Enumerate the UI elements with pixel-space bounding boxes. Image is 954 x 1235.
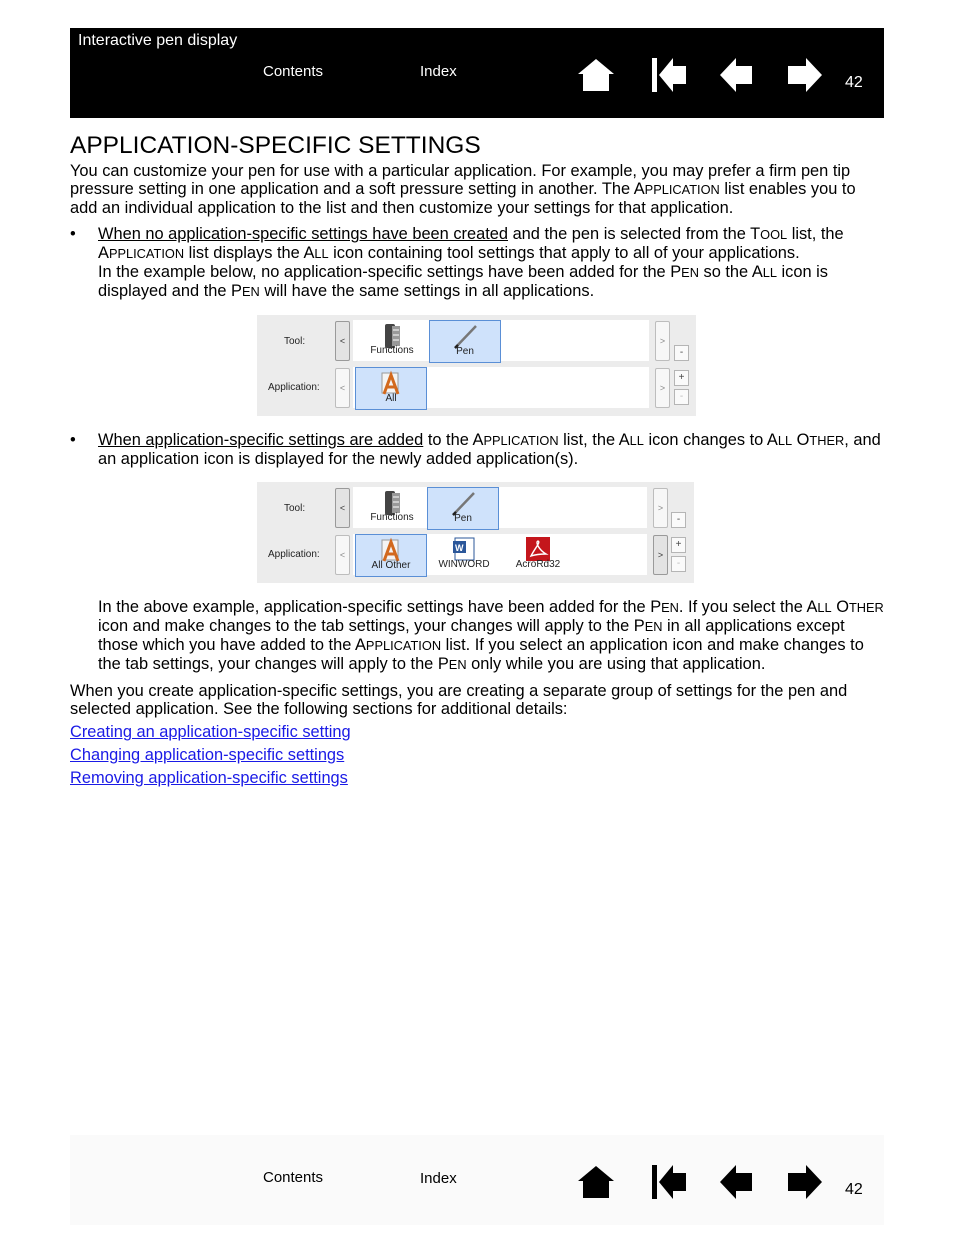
next-page-icon[interactable]: [783, 1162, 825, 1202]
first-page-icon[interactable]: [648, 1162, 690, 1202]
contents-link[interactable]: Contents: [263, 63, 324, 80]
related-links: [70, 723, 884, 787]
app-scroll-right[interactable]: >: [653, 535, 668, 575]
remove-tool-button[interactable]: -: [674, 345, 689, 361]
intro-paragraph: You can customize your pen for use with a particular application. For example, you may prefer a firm pen tip pressure setting in one application and a soft pressure setting in another. The APPLICATION list enables you to add an individual application to the list and then customize your settings for that application.: [70, 162, 856, 217]
home-icon[interactable]: [575, 1162, 617, 1202]
bullet-link-no-settings: When no application-specific settings have been created: [98, 225, 509, 243]
previous-page-icon[interactable]: [717, 1162, 759, 1202]
link-creating-setting[interactable]: Creating an application-specific setting: [70, 723, 351, 741]
page-header: [70, 28, 884, 118]
tool-pen[interactable]: Pen: [429, 320, 501, 363]
main-content: [70, 132, 884, 787]
page-title: APPLICATION-SPECIFIC SETTINGS: [70, 132, 481, 159]
bullet-settings-added: • When application-specific settings are added to the APPLICATION list, the ALL icon changes to ALL OTHER, and an application icon is displayed for the newly added application(s).: [70, 431, 881, 468]
tool-pen[interactable]: Pen: [427, 487, 499, 530]
home-icon[interactable]: [575, 55, 617, 95]
document-title: Interactive pen display: [78, 32, 238, 49]
tool-label: Tool:: [284, 503, 306, 514]
add-application-button[interactable]: +: [671, 537, 686, 553]
contents-link[interactable]: Contents: [263, 1169, 324, 1186]
app-scroll-left[interactable]: <: [335, 535, 350, 575]
link-removing-settings[interactable]: Removing application-specific settings: [70, 769, 348, 787]
tool-functions[interactable]: Functions: [357, 320, 427, 361]
tool-scroll-left[interactable]: <: [335, 488, 350, 528]
app-scroll-right[interactable]: >: [655, 368, 670, 408]
index-link[interactable]: Index: [420, 1170, 457, 1187]
page-footer: [70, 1135, 884, 1225]
application-all[interactable]: All: [355, 367, 427, 410]
previous-page-icon[interactable]: [717, 55, 759, 95]
next-page-icon[interactable]: [783, 55, 825, 95]
svg-text:W: W: [455, 543, 464, 553]
remove-application-button[interactable]: -: [674, 389, 689, 405]
settings-panel-default: [257, 315, 696, 416]
application-winword[interactable]: W WINWORD: [429, 534, 499, 575]
closing-paragraph: When you create application-specific settings, you are creating a separate group of settings for the pen and selected application. See the following sections for additional details:: [70, 682, 848, 718]
bullet-no-settings: • When no application-specific settings have been created and the pen is selected from the TOOL list, the APPLICATION list displays the ALL icon containing tool settings that apply to all of your applications. In the example below, no application-specific settings have been added for the PEN so the ALL icon is displayed and the PEN will have the same settings in all applications.: [70, 225, 844, 300]
page-number: 42: [845, 1181, 863, 1198]
tool-scroll-left[interactable]: <: [335, 321, 350, 361]
bullet-link-settings-added: When application-specific settings are added: [98, 431, 424, 449]
tool-scroll-right[interactable]: >: [653, 488, 668, 528]
application-all-other[interactable]: All Other: [355, 534, 427, 577]
remove-application-button[interactable]: -: [671, 556, 686, 572]
page-number: 42: [845, 74, 863, 91]
link-changing-settings[interactable]: Changing application-specific settings: [70, 746, 345, 764]
tool-functions[interactable]: Functions: [357, 487, 427, 528]
tool-scroll-right[interactable]: >: [655, 321, 670, 361]
index-link[interactable]: Index: [420, 63, 457, 80]
app-scroll-left[interactable]: <: [335, 368, 350, 408]
tool-label: Tool:: [284, 336, 306, 347]
application-label: Application:: [268, 549, 320, 560]
example-paragraph: In the above example, application-specific settings have been added for the PEN. If you select the ALL OTHER icon and make changes to the tab settings, your changes will apply to the PEN in all applications except those which you have added to the APPLICATION list. If you select an application icon and make changes to the tab settings, your changes will apply to the PEN only while you are using that application.: [98, 598, 884, 673]
add-application-button[interactable]: +: [674, 370, 689, 386]
application-acrord32[interactable]: AcroRd32: [503, 534, 573, 575]
first-page-icon[interactable]: [648, 55, 690, 95]
remove-tool-button[interactable]: -: [671, 512, 686, 528]
application-label: Application:: [268, 382, 320, 393]
settings-panel-app-specific: [257, 482, 694, 583]
